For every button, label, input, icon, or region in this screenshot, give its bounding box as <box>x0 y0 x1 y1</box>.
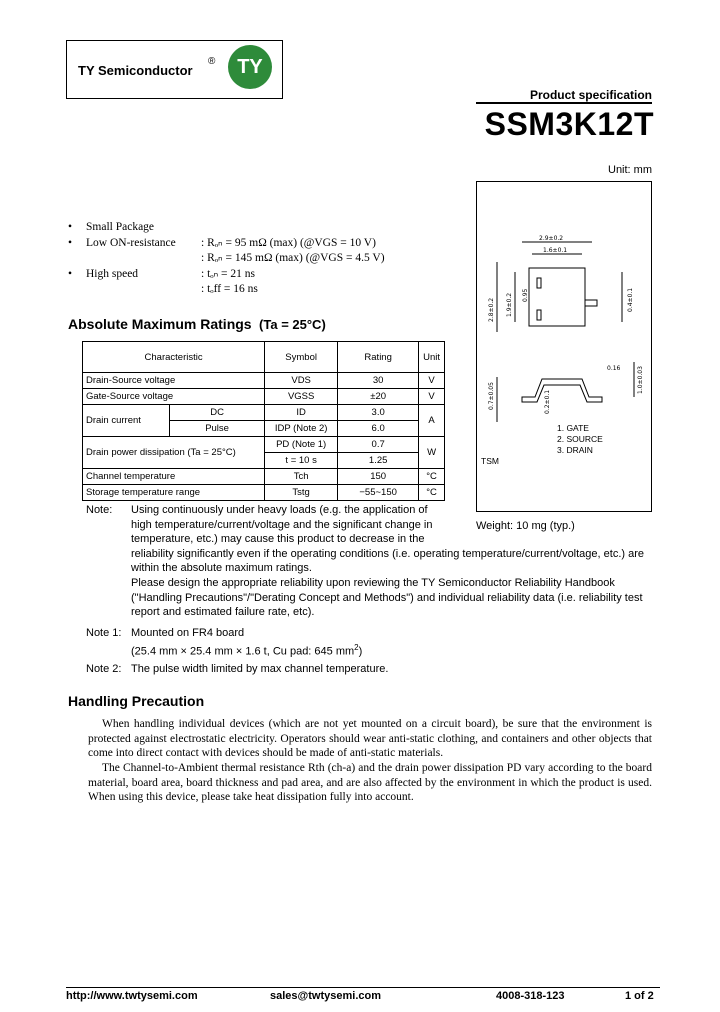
package-outline-drawing <box>477 182 651 511</box>
table-row: Channel temperature Tch 150 °C <box>83 469 445 485</box>
dim-label: 0.7±0.05 <box>488 382 495 410</box>
page-number: 1 of 2 <box>625 990 654 1002</box>
footer-rule <box>66 987 660 988</box>
amr-title: Absolute Maximum Ratings <box>68 316 252 332</box>
handling-paragraph-1: When handling individual devices (which are not yet mounted on a circuit board), be sure that the environment is protected against electrostatic electricity. Operators should wear anti-static clothing, and containers and other objects that come into direct contact with devices should be made of anti-static materials. <box>88 718 652 760</box>
product-spec-label: Product specification <box>529 88 652 102</box>
table-row: Drain-Source voltage VDS 30 V <box>83 373 445 389</box>
registered-mark: ® <box>208 56 216 67</box>
pin-label: 2. SOURCE <box>557 434 603 444</box>
table-row: t = 10 s 1.25 <box>83 453 445 469</box>
table-row: Pulse IDP (Note 2) 6.0 <box>83 421 445 437</box>
dim-label: 0.2±0.1 <box>544 389 551 414</box>
pin-1 <box>537 278 541 288</box>
dim-label: 1.9±0.2 <box>506 292 513 317</box>
weight-label: Weight: 10 mg (typ.) <box>476 520 575 532</box>
amr-table <box>82 341 445 501</box>
feature-item: • Small Package <box>68 221 155 233</box>
footer-url[interactable]: http://www.twtysemi.com <box>66 990 198 1002</box>
pin-2 <box>537 310 541 320</box>
note1-body: Mounted on FR4 board (25.4 mm × 25.4 mm × 1.6 t, Cu pad: 645 $mm^2$) <box>131 627 363 658</box>
dim-label: 1.6±0.1 <box>543 247 568 254</box>
dim-label: 1.0±0.03 <box>637 366 644 394</box>
company-name: TY Semiconductor <box>78 63 193 78</box>
header-rule <box>476 102 652 104</box>
feature-item: : Rₒₙ = 145 mΩ (max) (@VGS = 4.5 V) <box>201 252 385 264</box>
pin-label: 3. DRAIN <box>557 445 593 455</box>
footer-phone: 4008-318-123 <box>496 990 565 1002</box>
note-label: Note: <box>86 504 113 516</box>
handling-title: Handling Precaution <box>68 693 205 709</box>
footer-email[interactable]: sales@twtysemi.com <box>270 990 381 1002</box>
features-list <box>0 220 476 300</box>
feature-item: • Low ON-resistance : Rₒₙ = 95 mΩ (max) (@VGS = 10 V) <box>68 236 376 249</box>
unit-label: Unit: mm <box>608 164 652 176</box>
table-row: Gate-Source voltage VGSS ±20 V <box>83 389 445 405</box>
handling-paragraph-2: The Channel-to-Ambient thermal resistance Rth (ch-a) and the drain power dissipation PD vary according to the board material, board area, board thickness and pad area, and are also affected by the environment in which the product is used. When using this device, please take heat dissipation fully into account. <box>88 762 652 804</box>
pin-3 <box>585 300 597 306</box>
dim-label: 0.95 <box>522 288 529 302</box>
package-body-side <box>522 379 602 402</box>
note2-body: The pulse width limited by max channel temperature. <box>131 663 389 675</box>
company-logo: TY <box>228 45 272 89</box>
package-name: TSM <box>481 456 499 466</box>
table-row: Storage temperature range Tstg −55~150 °C <box>83 485 445 501</box>
pin-label: 1. GATE <box>557 423 589 433</box>
feature-item: • High speed : tₒₙ = 21 ns <box>68 267 255 280</box>
note2-label: Note 2: <box>86 663 122 675</box>
amr-condition: (Ta = 25°C) <box>259 317 326 332</box>
note-body: Using continuously under heavy loads (e.g. the application of high temperature/current/voltage and the significant change in temperature, etc.) may cause this product to decrease in the reliability significantly even if the operating conditions (i.e. operating temperature/current/voltage, etc.) are within the absolute maximum ratings. Please design the appropriate reliability upon reviewing the TY Semiconductor Reliability Handbook ("Handling Precautions"/"Derating Concept and Methods") and individual reliability data (i.e. reliability test report and estimated failure rate, etc). <box>131 504 644 619</box>
dim-label: 0.4±0.1 <box>627 287 634 312</box>
dim-label: 2.8±0.2 <box>488 297 495 322</box>
dim-label: 2.9±0.2 <box>539 235 564 242</box>
table-row: Drain current DC ID 3.0 A <box>83 405 445 421</box>
part-number: SSM3K12T <box>484 106 654 142</box>
feature-item: : tₒff = 16 ns <box>201 283 258 295</box>
dim-label: 0.16 <box>607 365 621 372</box>
table-header-row: Characteristic Symbol Rating Unit <box>83 342 445 373</box>
note1-label: Note 1: <box>86 627 122 639</box>
table-row: Drain power dissipation (Ta = 25°C) PD (Note 1) 0.7 W <box>83 437 445 453</box>
amr-heading <box>68 316 326 334</box>
